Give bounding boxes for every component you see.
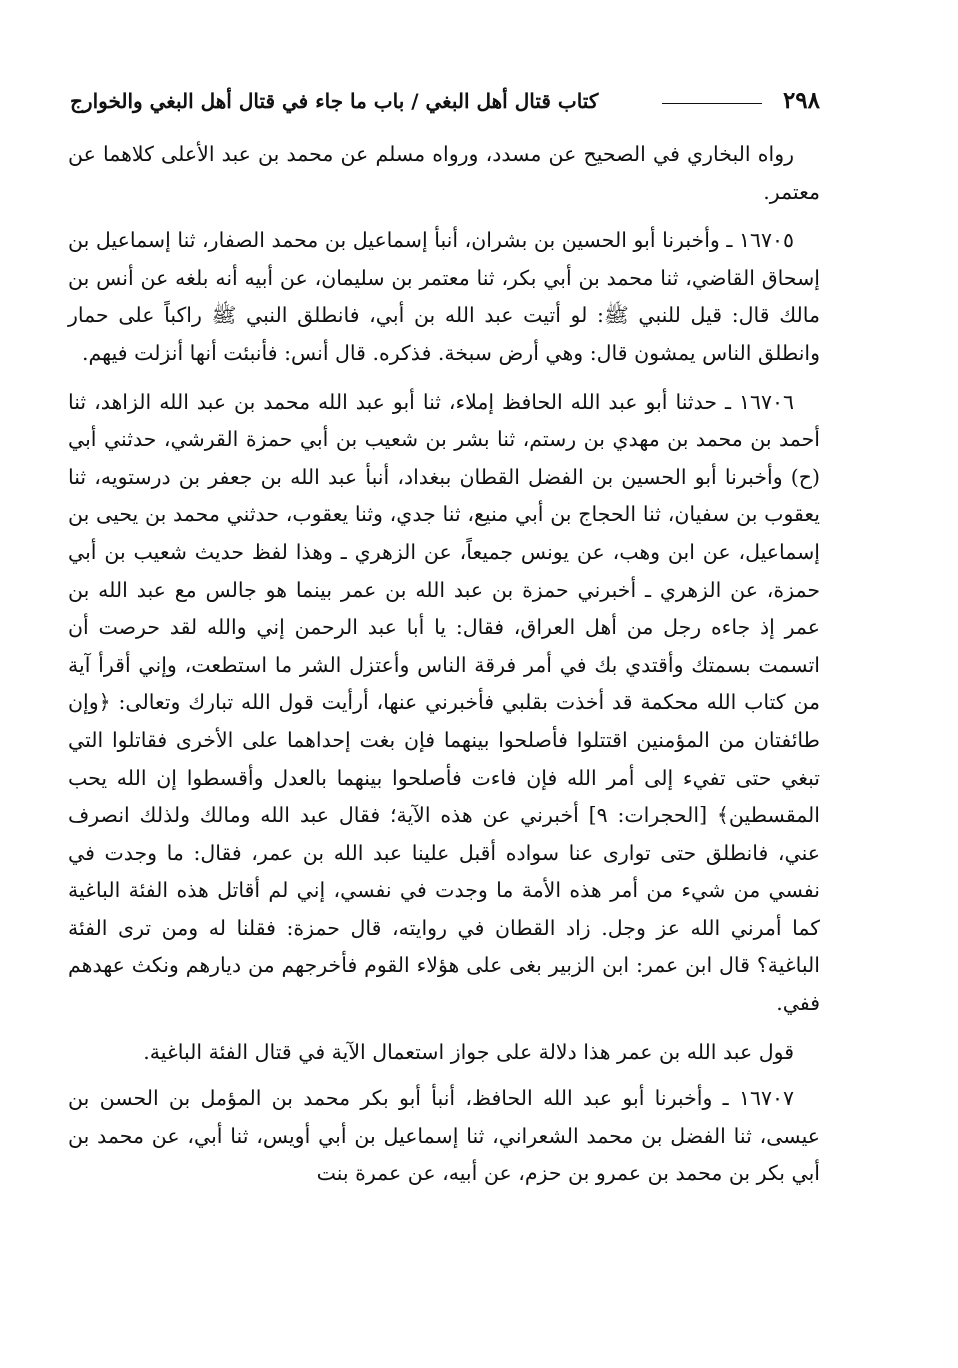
paragraph-attribution: رواه البخاري في الصحيح عن مسدد، ورواه مسلم عن محمد بن عبد الأعلى كلاهما عن معتمر. [68,142,820,204]
header-rule [662,103,762,104]
page-number: ٢٩٨ [782,87,820,114]
running-title: كتاب قتال أهل البغي / باب ما جاء في قتال أهل البغي والخوارج [70,89,599,113]
paragraph-hadith-16706: ١٦٧٠٦ ـ حدثنا أبو عبد الله الحافظ إملاء، ثنا أبو عبد الله محمد بن عبد الله الزاهد، ثنا أحمد بن محمد بن مهدي بن رستم، ثنا بشر بن شعيب بن أبي حمزة القرشي، حدثني أبي (ح) وأخبرنا أبو الحسين بن الفضل القطان ببغداد، أنبأ عبد الله بن جعفر بن درستويه، ثنا يعقوب بن سفيان، ثنا الحجاج بن أبي منيع، ثنا جدي، وثنا يعقوب، حدثني محمد بن يحيى بن إسماعيل، عن ابن وهب، عن يونس جميعاً، عن الزهري ـ وهذا لفظ حديث شعيب بن أبي حمزة، عن الزهري ـ أخبرني حمزة بن عبد الله بن عمر بينما هو جالس مع عبد الله بن عمر إذ جاءه رجل من أهل العراق، فقال: يا أبا عبد الرحمن إني والله لقد حرصت أن اتسمت بسمتك وأقتدي بك في أمر فرقة الناس وأعتزل الشر ما استطعت، وإني أقرأ آية من كتاب الله محكمة قد أخذت بقلبي فأخبرني عنها، أرأيت قول الله تبارك وتعالى: ﴿وإن طائفتان من المؤمنين اقتتلوا فأصلحوا بينهما فإن بغت إحداهما على الأخرى فقاتلوا التي تبغي حتى تفيء إلى أمر الله فإن فاءت فأصلحوا بينهما بالعدل وأقسطوا إن الله يحب المقسطين﴾ [الحجرات: ٩] أخبرني عن هذه الآية؛ فقال عبد الله ومالك ولذلك انصرف عني، فانطلق حتى توارى عنا سواده أقبل علينا عبد الله بن عمر، فقال: ما وجدت في نفسي من شيء من أمر هذه الأمة ما وجدت في نفسي، إني لم أقاتل هذه الفئة الباغية كما أمرني الله عز وجل. زاد القطان في روايته، قال حمزة: فقلنا له ومن ترى الفئة الباغية؟ قال ابن عمر: ابن الزبير بغى على هؤلاء القوم فأخرجهم من ديارهم ونكث عهدهم ففي. [68,389,820,1016]
paragraph-hadith-16707: ١٦٧٠٧ ـ وأخبرنا أبو عبد الله الحافظ، أنبأ أبو بكر محمد بن المؤمل بن الحسن بن عيسى، ثنا الفضل بن محمد الشعراني، ثنا إسماعيل بن أبي أويس، ثنا أبي، عن محمد بن أبي بكر بن محمد بن عمرو بن حزم، عن أبيه، عن عمرة بنت [68,1086,820,1186]
page-body [68,136,820,1204]
paragraph-commentary: قول عبد الله بن عمر هذا دلالة على جواز استعمال الآية في قتال الفئة الباغية. [143,1039,794,1064]
paragraph-hadith-16705: ١٦٧٠٥ ـ وأخبرنا أبو الحسين بن بشران، أنبأ إسماعيل بن محمد الصفار، ثنا إسماعيل بن إسحاق القاضي، ثنا محمد بن أبي بكر، ثنا معتمر بن سليمان، عن أبيه أنه بلغه عن أنس بن مالك قال: قيل للنبي ﷺ: لو أتيت عبد الله بن أبي، فانطلق النبي ﷺ راكباً على حمار وانطلق الناس يمشون قال: وهي أرض سبخة. فذكره. قال أنس: فأنبئت أنها أنزلت فيهم. [68,228,820,365]
page-header [70,84,820,118]
